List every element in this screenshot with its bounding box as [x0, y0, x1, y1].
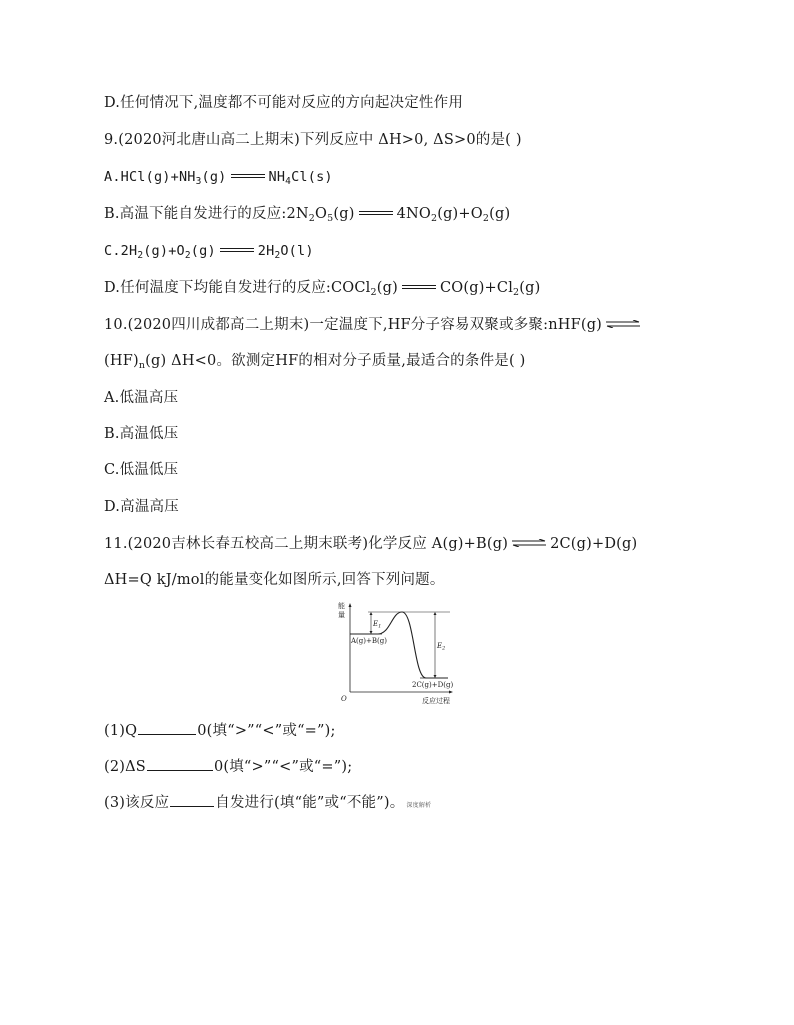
reactants-label: A(g)+B(g): [351, 637, 387, 645]
q11-stem-line2: ΔH=Q kJ/mol的能量变化如图所示,回答下列问题。: [104, 572, 445, 588]
q9-option-a: $A.HCl(g)+NH_3(g)$ $NH_4Cl(s)$: [104, 169, 333, 187]
reversible-arrow-icon: [606, 320, 640, 328]
answer-blank-1[interactable]: [138, 720, 196, 735]
q9-option-d: D.任何温度下均能自发进行的反应:COCl$_2$(g) $CO(g)+Cl_2(g)$: [104, 280, 541, 298]
answer-blank-2[interactable]: [147, 756, 213, 771]
q9-stem: 9.(2020河北唐山高二上期末)下列反应中 ΔH>0, ΔS>0的是( ): [104, 132, 522, 148]
e1-arrow-head-top-icon: [370, 612, 373, 615]
q8-option-d: D.任何情况下,温度都不可能对反应的方向起决定性作用: [104, 95, 464, 111]
equals-arrow-icon: [359, 210, 393, 216]
origin-label: O: [341, 695, 347, 703]
q11-part-1: (1)Q 0(填“>”“<”或“=”);: [104, 720, 336, 741]
y-axis-label-1: 能: [338, 602, 345, 610]
q10-option-a: A.低温高压: [104, 390, 179, 406]
q11-stem: 11.(2020吉林长春五校高二上期末联考)化学反应 A(g)+B(g) 2C(g)+D(g): [104, 536, 638, 552]
products-label: 2C(g)+D(g): [412, 681, 454, 689]
e2-label: $E_2$: [437, 642, 446, 652]
q10-stem-line2: $(HF)_n(g)$ ΔH<0。欲测定HF的相对分子质量,最适合的条件是( ): [104, 353, 526, 371]
e1-label: $E_1$: [373, 620, 382, 630]
y-axis-arrow-icon: [349, 603, 352, 607]
x-axis-arrow-icon: [449, 691, 453, 694]
y-axis-label-2: 量: [338, 611, 345, 619]
q10-option-c: C.低温低压: [104, 462, 179, 478]
energy-profile-diagram: [338, 600, 468, 710]
reversible-arrow-icon: [512, 539, 546, 547]
q9-option-b: B.高温下能自发进行的反应$:2N_2O_5(g)$ $4NO_2(g)+O_2(g)$: [104, 206, 511, 224]
energy-curve: [350, 612, 448, 678]
equals-arrow-icon: [220, 247, 254, 253]
deep-analysis-tag: 深度解析: [406, 802, 432, 809]
q9-option-c: $C.2H_2(g)+O_2(g)$ $2H_2O(l)$: [104, 243, 314, 261]
q11-part-3: (3)该反应 自发进行(填“能”或“不能”)。 深度解析: [104, 792, 431, 816]
q11-part-2: (2)ΔS 0(填“>”“<”或“=”);: [104, 756, 352, 777]
equals-arrow-icon: [402, 284, 436, 290]
e2-arrow-head-top-icon: [434, 612, 437, 615]
q10-stem: 10.(2020四川成都高二上期末)一定温度下,HF分子容易双聚或多聚:nHF(g): [104, 315, 644, 335]
q10-option-b: B.高温低压: [104, 426, 179, 442]
equals-arrow-icon: [231, 173, 265, 179]
x-axis-label: 反应过程: [422, 697, 450, 705]
q10-option-d: D.高温高压: [104, 499, 179, 515]
answer-blank-3[interactable]: [170, 792, 214, 807]
